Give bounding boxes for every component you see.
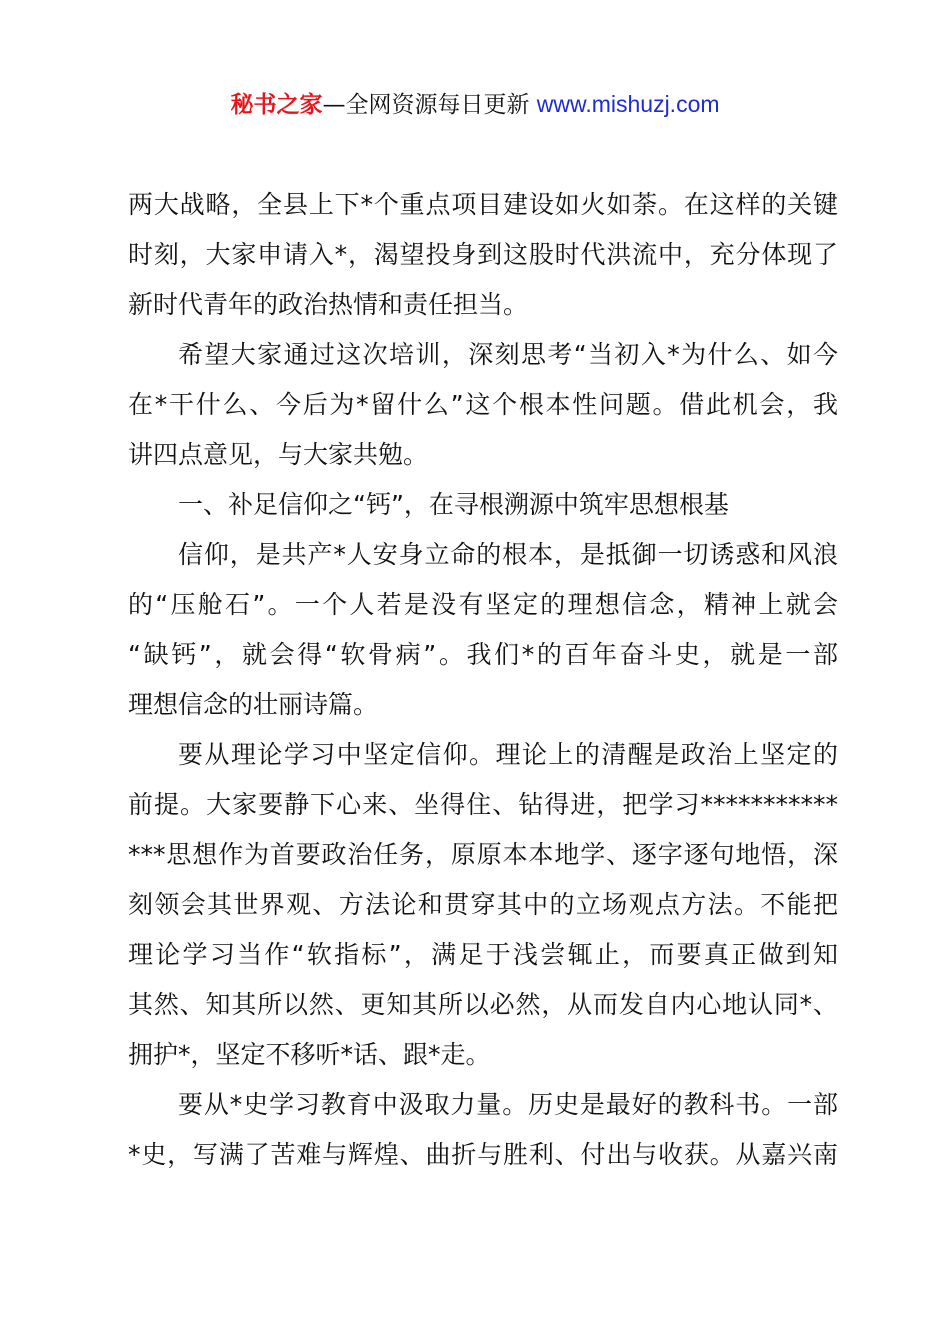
text-line: 的“压舱石”。一个人若是没有坚定的理想信念，精神上就会 [128, 590, 838, 619]
text-line: 在*干什么、今后为*留什么”这个根本性问题。借此机会，我 [128, 390, 838, 419]
paragraph-start: 要从理论学习中坚定信仰。理论上的清醒是政治上坚定的 [178, 740, 838, 769]
text-line: *史，写满了苦难与辉煌、曲折与胜利、付出与收获。从嘉兴南 [128, 1140, 838, 1169]
header-tagline: —全网资源每日更新 [322, 92, 537, 118]
website-link[interactable]: www.mishuzj.com [536, 91, 720, 117]
text-line: 讲四点意见，与大家共勉。 [128, 440, 429, 469]
text-line: 理想信念的壮丽诗篇。 [128, 690, 379, 719]
paragraph-start: 要从*史学习教育中汲取力量。历史是最好的教科书。一部 [178, 1090, 838, 1119]
paragraph-start: 希望大家通过这次培训，深刻思考“当初入*为什么、如今 [178, 340, 838, 369]
text-line: 前提。大家要静下心来、坐得住、钻得进，把学习*********** [128, 790, 838, 819]
document-body [128, 180, 838, 1180]
paragraph-start: 信仰，是共产*人安身立命的根本，是抵御一切诱惑和风浪 [178, 540, 838, 569]
text-line: 理论学习当作“软指标”，满足于浅尝辄止，而要真正做到知 [128, 940, 838, 969]
text-line: 新时代青年的政治热情和责任担当。 [128, 290, 529, 319]
section-heading: 一、补足信仰之“钙”，在寻根溯源中筑牢思想根基 [178, 490, 729, 519]
brand-name: 秘书之家 [230, 92, 323, 118]
text-line: 刻领会其世界观、方法论和贯穿其中的立场观点方法。不能把 [128, 890, 838, 919]
text-line: 其然、知其所以然、更知其所以必然，从而发自内心地认同*、 [128, 990, 838, 1019]
text-line: 两大战略，全县上下*个重点项目建设如火如荼。在这样的关键 [128, 190, 838, 219]
text-line: 拥护*，坚定不移听*话、跟*走。 [128, 1040, 491, 1069]
page-header [0, 88, 950, 121]
text-line: ***思想作为首要政治任务，原原本本地学、逐字逐句地悟，深 [128, 840, 838, 869]
text-line: 时刻，大家申请入*，渴望投身到这股时代洪流中，充分体现了 [128, 240, 838, 269]
text-line: “缺钙”，就会得“软骨病”。我们*的百年奋斗史，就是一部 [128, 640, 838, 669]
